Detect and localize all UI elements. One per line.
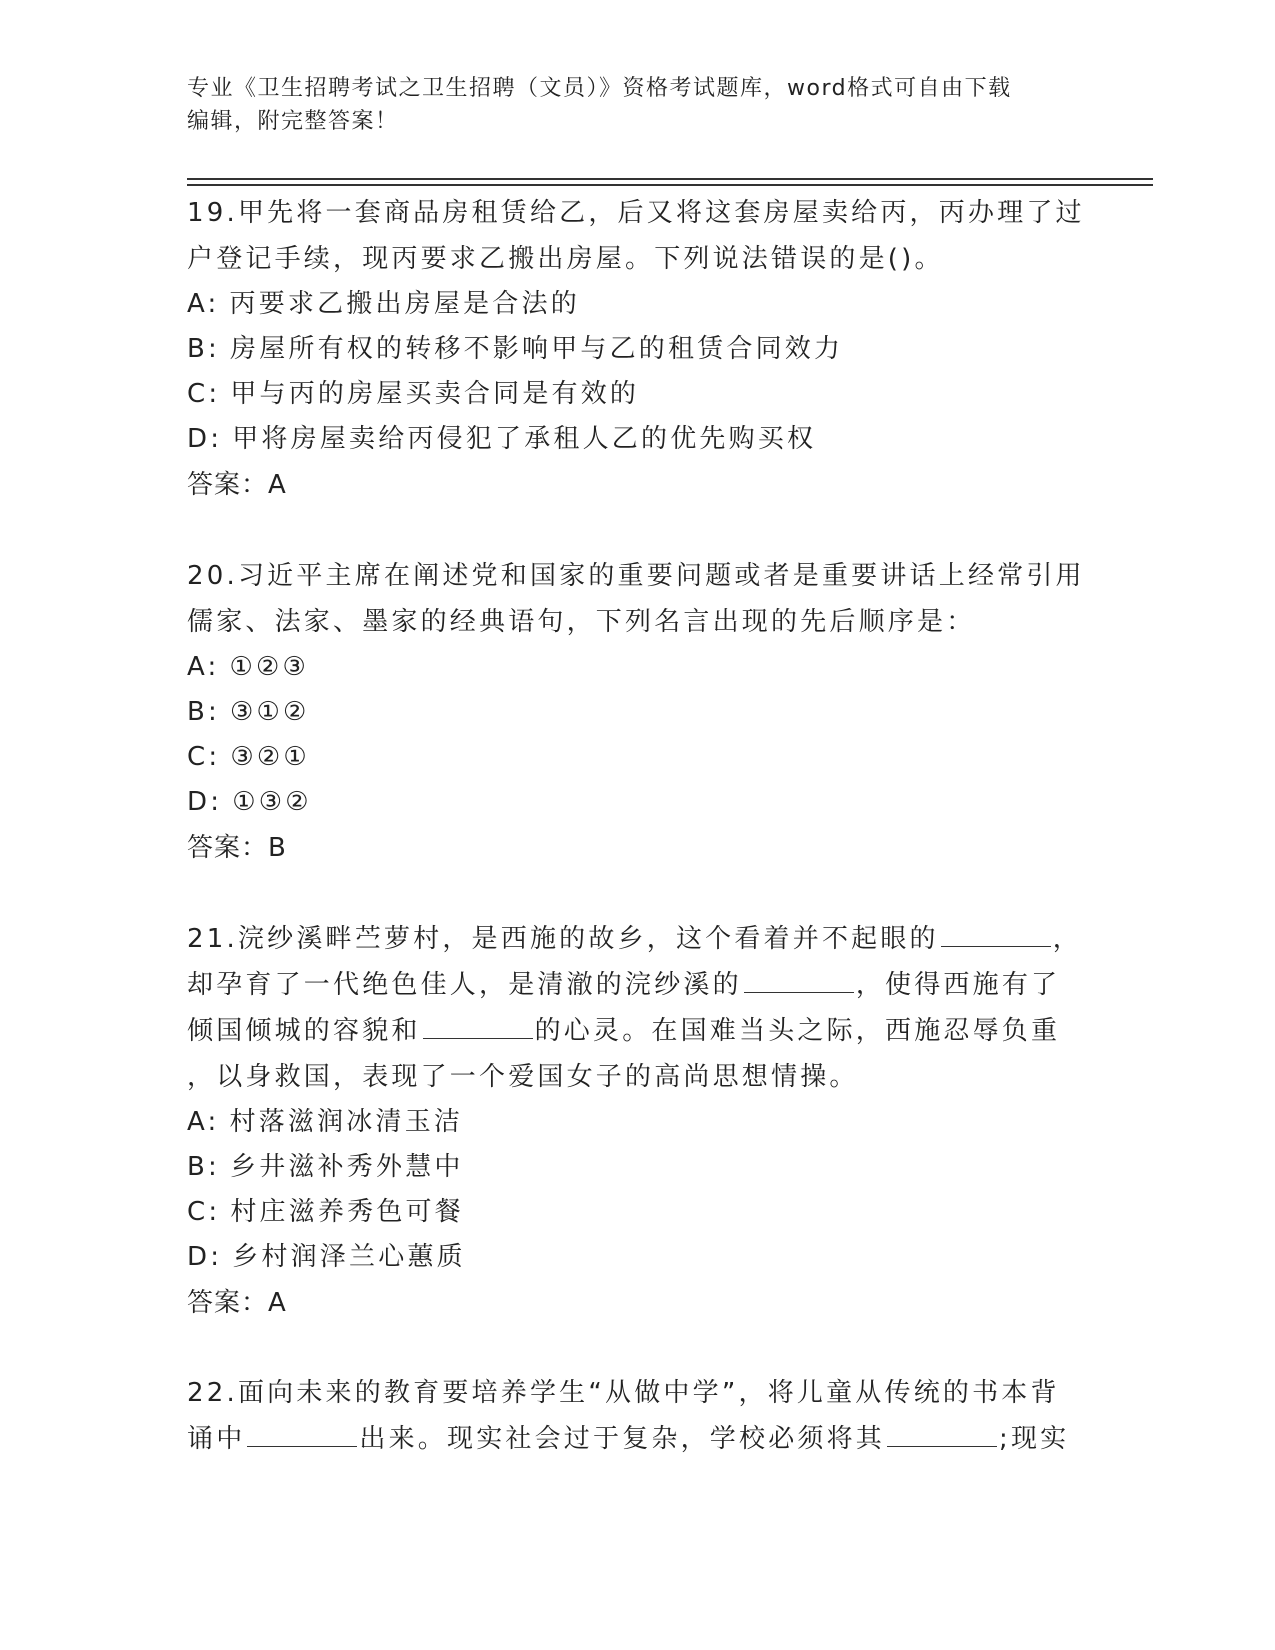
option-text: 村庄滋养秀色可餐 — [230, 1197, 464, 1227]
question-text: 的心灵。在国难当头之际，西施忍辱负重 — [534, 1016, 1061, 1046]
question-20 — [187, 553, 1087, 871]
question-19-option-a — [187, 282, 1087, 327]
option-letter: C: — [187, 1197, 221, 1227]
option-text: 村落滋润冰清玉洁 — [229, 1107, 464, 1137]
fill-blank — [423, 1020, 533, 1039]
question-21-line-4: ，以身救国，表现了一个爱国女子的高尚思想情操。 — [187, 1062, 859, 1092]
question-text: 诵中 — [187, 1424, 246, 1454]
option-text: 甲与丙的房屋买卖合同是有效的 — [230, 379, 640, 409]
question-21-line-3 — [187, 1008, 1087, 1054]
question-text: 21.浣纱溪畔苎萝村，是西施的故乡，这个看着并不起眼的 — [187, 924, 939, 954]
option-text: 乡村润泽兰心蕙质 — [232, 1242, 466, 1272]
option-letter: D: — [187, 1242, 223, 1272]
question-21-option-a — [187, 1100, 1087, 1145]
question-19-answer: 答案：A — [187, 470, 287, 500]
fill-blank — [941, 928, 1051, 947]
document-header — [187, 72, 1087, 138]
question-text: 倾国倾城的容貌和 — [187, 1016, 421, 1046]
option-letter: A: — [187, 289, 220, 319]
option-text: ①③② — [232, 787, 312, 817]
option-letter: B: — [187, 1152, 220, 1182]
question-text: 却孕育了一代绝色佳人，是清澈的浣纱溪的 — [187, 970, 742, 1000]
question-20-line-1: 20.习近平主席在阐述党和国家的重要问题或者是重要讲话上经常引用 — [187, 561, 1085, 591]
question-text: ， — [1052, 924, 1082, 954]
question-20-answer: 答案：B — [187, 833, 287, 863]
question-21-option-b — [187, 1145, 1087, 1190]
header-divider-top — [187, 178, 1153, 180]
option-letter: D: — [187, 787, 223, 817]
question-20-option-d — [187, 780, 1087, 825]
fill-blank — [887, 1428, 997, 1447]
question-19-line-2: 户登记手续，现丙要求乙搬出房屋。下列说法错误的是()。 — [187, 244, 944, 274]
question-text: ;现实 — [999, 1424, 1070, 1454]
option-letter: A: — [187, 1107, 220, 1137]
question-22-line-1: 22.面向未来的教育要培养学生“从做中学”，将儿童从传统的书本背 — [187, 1378, 1060, 1408]
question-20-line-2: 儒家、法家、墨家的经典语句，下列名言出现的先后顺序是： — [187, 607, 976, 637]
question-19-line-1: 19.甲先将一套商品房租赁给乙，后又将这套房屋卖给丙，丙办理了过 — [187, 198, 1085, 228]
question-text: ，使得西施有了 — [855, 970, 1061, 1000]
header-line-2: 编辑，附完整答案！ — [187, 109, 399, 134]
question-20-option-b — [187, 690, 1087, 735]
question-21-option-c — [187, 1190, 1087, 1235]
question-text: 出来。现实社会过于复杂，学校必须将其 — [359, 1424, 886, 1454]
fill-blank — [247, 1428, 357, 1447]
option-text: ③②① — [230, 742, 310, 772]
option-letter: A: — [187, 652, 220, 682]
question-21 — [187, 916, 1087, 1326]
question-22 — [187, 1370, 1087, 1462]
option-text: 甲将房屋卖给丙侵犯了承租人乙的优先购买权 — [232, 424, 817, 454]
question-21-option-d — [187, 1235, 1087, 1280]
question-19-option-d — [187, 417, 1087, 462]
question-19-option-c — [187, 372, 1087, 417]
question-22-line-2 — [187, 1416, 1087, 1462]
option-letter: B: — [187, 334, 220, 364]
header-line-1: 专业《卫生招聘考试之卫生招聘（文员）》资格考试题库，word格式可自由下载 — [187, 76, 1012, 101]
option-text: 丙要求乙搬出房屋是合法的 — [229, 289, 580, 319]
option-text: 乡井滋补秀外慧中 — [230, 1152, 464, 1182]
question-21-line-2 — [187, 962, 1087, 1008]
option-letter: D: — [187, 424, 223, 454]
header-divider-bottom — [187, 184, 1153, 186]
option-text: ①②③ — [229, 652, 310, 682]
question-19 — [187, 190, 1087, 508]
option-letter: C: — [187, 379, 221, 409]
fill-blank — [744, 974, 854, 993]
question-20-option-a — [187, 645, 1087, 690]
question-20-option-c — [187, 735, 1087, 780]
option-text: ③①② — [230, 697, 310, 727]
option-letter: C: — [187, 742, 221, 772]
question-19-option-b — [187, 327, 1087, 372]
question-21-line-1 — [187, 916, 1087, 962]
question-21-answer: 答案：A — [187, 1288, 287, 1318]
option-text: 房屋所有权的转移不影响甲与乙的租赁合同效力 — [230, 334, 844, 364]
option-letter: B: — [187, 697, 220, 727]
